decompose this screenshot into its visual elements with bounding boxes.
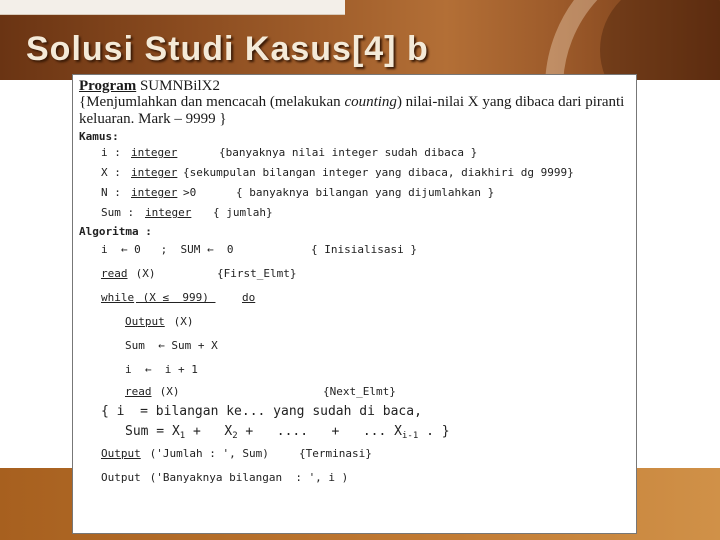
output-arg: ('Banyaknya bilangan : ', i ) bbox=[143, 471, 349, 484]
while-keyword: while bbox=[101, 291, 135, 304]
program-name: SUMNBilX2 bbox=[139, 78, 220, 94]
banner-tab bbox=[0, 0, 345, 15]
formula-part: Sum = X bbox=[125, 424, 180, 439]
explanation-comment: { i = bilangan ke... yang sudah di baca, bbox=[101, 404, 422, 419]
kamus-var: i : bbox=[101, 146, 128, 159]
kamus-type: integer bbox=[131, 146, 178, 159]
formula-subscript: 2 bbox=[232, 431, 238, 441]
increment-statement: i ← i + 1 bbox=[125, 363, 198, 376]
read-keyword: read bbox=[125, 385, 152, 398]
code-line-sum bbox=[79, 334, 630, 358]
spec-suffix: ) nilai-nilai X yang dibaca dari piranti keluaran. Mark – 9999 } bbox=[79, 94, 625, 127]
program-header bbox=[79, 78, 630, 94]
kamus-comment: {banyaknya nilai integer sudah dibaca } bbox=[219, 146, 478, 159]
kamus-comment: { jumlah} bbox=[213, 206, 273, 219]
code-line-while bbox=[79, 286, 630, 310]
read-comment: {Next_Elmt} bbox=[323, 385, 396, 398]
spec-prefix: {Menjumlahkan dan mencacah (melakukan bbox=[79, 94, 345, 110]
code-line-output-x bbox=[79, 310, 630, 334]
code-line-comment bbox=[79, 402, 630, 422]
decorative-circle bbox=[600, 0, 720, 80]
code-line-output-count bbox=[79, 466, 630, 490]
formula-part: . } bbox=[418, 424, 450, 439]
do-keyword: do bbox=[242, 291, 256, 304]
terminasi-comment: {Terminasi} bbox=[299, 447, 372, 460]
output-keyword: Output bbox=[101, 447, 141, 460]
kamus-type: integer bbox=[131, 166, 178, 179]
kamus-heading: Kamus: bbox=[79, 130, 119, 143]
code-line-increment bbox=[79, 358, 630, 382]
code-line-read-first bbox=[79, 262, 630, 286]
spec-italic: counting bbox=[344, 94, 397, 110]
output-arg: (X) bbox=[167, 315, 194, 328]
init-statement: i ← 0 ; SUM ← 0 bbox=[101, 243, 234, 256]
program-keyword: Program bbox=[79, 78, 137, 94]
algoritma-heading: Algoritma : bbox=[79, 225, 152, 238]
code-line-sum-formula bbox=[79, 422, 630, 442]
formula-part: + .... + ... X bbox=[237, 424, 402, 439]
read-arg: (X) bbox=[129, 267, 156, 280]
kamus-var: X : bbox=[101, 166, 128, 179]
kamus-comment: {sekumpulan bilangan integer yang dibaca, diakhiri dg 9999} bbox=[183, 166, 574, 179]
code-line-read-next bbox=[79, 382, 630, 402]
read-comment: {First_Elmt} bbox=[217, 267, 297, 280]
algorithm-document bbox=[72, 74, 637, 534]
formula-subscript: i-1 bbox=[401, 431, 419, 441]
init-comment: { Inisialisasi } bbox=[311, 243, 417, 256]
kamus-row bbox=[79, 143, 630, 163]
while-condition: (X ≤ 999) bbox=[136, 291, 216, 304]
formula-part: + X bbox=[185, 424, 233, 439]
read-arg: (X) bbox=[153, 385, 180, 398]
code-line-init bbox=[79, 238, 630, 262]
kamus-var: N : bbox=[101, 186, 128, 199]
output-keyword: Output bbox=[101, 471, 141, 484]
sum-statement: Sum ← Sum + X bbox=[125, 339, 218, 352]
kamus-comment: >0 { banyaknya bilangan yang dijumlahkan } bbox=[183, 186, 495, 199]
kamus-row bbox=[79, 203, 630, 223]
code-line-output-sum bbox=[79, 442, 630, 466]
kamus-row bbox=[79, 183, 630, 203]
read-keyword: read bbox=[101, 267, 128, 280]
slide-title: Solusi Studi Kasus[4] b bbox=[26, 30, 429, 68]
kamus-var: Sum : bbox=[101, 206, 141, 219]
program-spec bbox=[79, 94, 630, 128]
formula-subscript: 1 bbox=[179, 431, 186, 441]
output-arg: ('Jumlah : ', Sum) bbox=[143, 447, 269, 460]
output-keyword: Output bbox=[125, 315, 165, 328]
kamus-type: integer bbox=[145, 206, 192, 219]
kamus-type: integer bbox=[131, 186, 178, 199]
kamus-row bbox=[79, 163, 630, 183]
